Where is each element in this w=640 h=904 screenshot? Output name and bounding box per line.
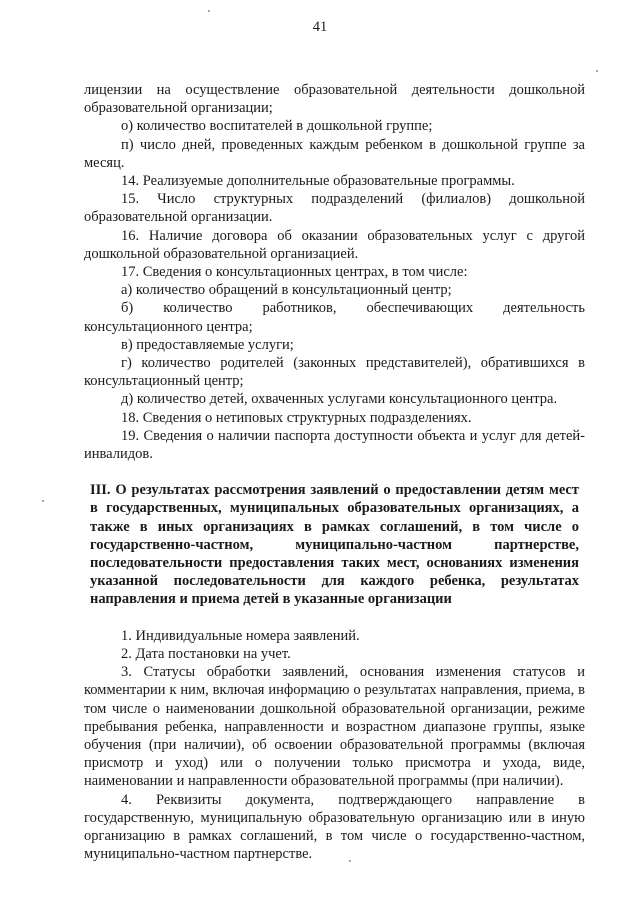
- list-item-17b: б) количество работников, обеспечивающих деятельность консультационного центра;: [84, 300, 585, 335]
- section-item-1: 1. Индивидуальные номера заявлений.: [121, 627, 360, 644]
- section-item-2: 2. Дата постановки на учет.: [121, 645, 291, 662]
- list-item-17: 17. Сведения о консультационных центрах, в том числе:: [121, 264, 468, 281]
- page-number: 41: [312, 19, 328, 35]
- section-item-4: 4. Реквизиты документа, подтверждающего направление в государственную, муниципальную образовательную организацию или в иную организацию в рамках соглашений, в том числе о государственно-частном, муниципально-частном партнерстве.: [84, 791, 585, 863]
- section-item-3: 3. Статусы обработки заявлений, основания изменения статусов и комментарии к ним, включая информацию о результатах направления, приема, в том числе о наименовании дошкольной образовательной организации, режиме пребывания ребенка, направленности и возрастном диапазоне группы, языке обучения (при наличии), об освоении образовательной программы (включая присмотр и уход) или о получении только присмотра и ухода, виде, наименовании и направленности образовательной программы (при наличии).: [84, 664, 585, 790]
- paragraph-license-continuation: лицензии на осуществление образовательной деятельности дошкольной образовательной организации;: [84, 82, 585, 117]
- section-heading: III. О результатах рассмотрения заявлений о предоставлении детям мест в государственных, муниципальных образовательных организациях, а также в иных организациях в рамках соглашений, в том числе о государственно-частном, муниципально-частном партнерстве, последовательности предоставления таких мест, основаниях изменения указанной последовательности для каждого ребенка, результатах направления и приема детей в указанные организации: [90, 482, 579, 608]
- list-item-17v: в) предоставляемые услуги;: [121, 336, 294, 353]
- body-text: [84, 81, 585, 863]
- list-item-14: 14. Реализуемые дополнительные образовательные программы.: [121, 173, 515, 190]
- list-item-17a: а) количество обращений в консультационный центр;: [121, 282, 452, 299]
- list-item-o: о) количество воспитателей в дошкольной группе;: [121, 118, 433, 135]
- scan-speck: [596, 70, 598, 72]
- list-item-p: п) число дней, проведенных каждым ребенком в дошкольной группе за месяц.: [84, 136, 585, 171]
- list-item-16: 16. Наличие договора об оказании образовательных услуг с другой дошкольной образовательной организацией.: [84, 227, 585, 262]
- list-item-17g: г) количество родителей (законных представителей), обратившихся в консультационный центр;: [84, 355, 585, 390]
- scan-speck: [208, 10, 210, 12]
- list-item-15: 15. Число структурных подразделений (филиалов) дошкольной образовательной организации.: [84, 191, 585, 226]
- list-item-17d: д) количество детей, охваченных услугами консультационного центра.: [121, 391, 558, 408]
- scan-speck: [42, 500, 44, 502]
- list-item-19: 19. Сведения о наличии паспорта доступности объекта и услуг для детей-инвалидов.: [84, 427, 585, 463]
- list-item-18: 18. Сведения о нетиповых структурных подразделениях.: [121, 409, 472, 426]
- scan-speck: [349, 860, 351, 862]
